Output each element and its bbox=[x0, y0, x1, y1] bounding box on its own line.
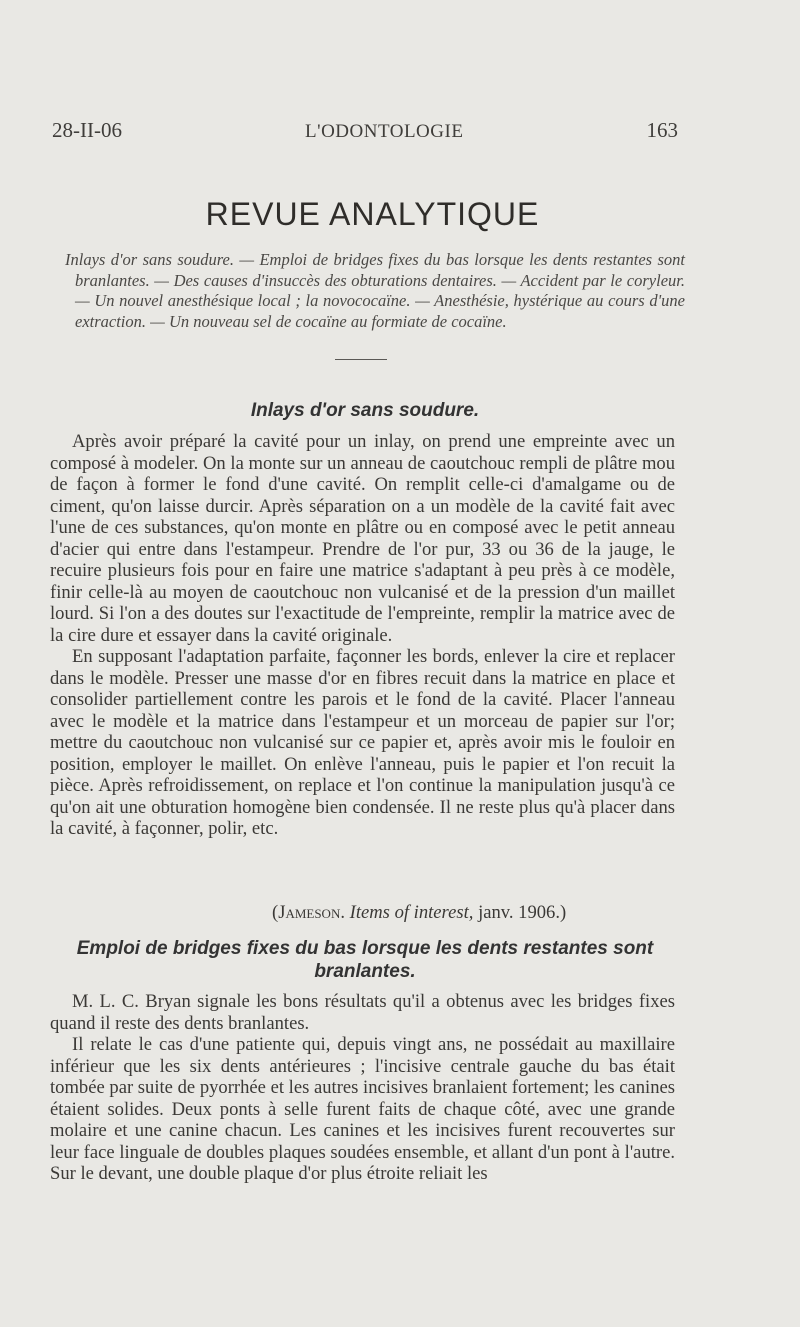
header-date: 28-II-06 bbox=[52, 118, 122, 142]
article-2-paragraph: M. L. C. Bryan signale les bons résultats qu'il a obtenus avec les bridges fixes quand il reste des dents branlantes. bbox=[50, 991, 675, 1034]
page-number: 163 bbox=[646, 118, 678, 142]
journal-title: L'ODONTOLOGIE bbox=[305, 121, 464, 142]
section-title: REVUE ANALYTIQUE bbox=[205, 196, 540, 232]
section-summary: Inlays d'or sans soudure. — Emploi de bridges fixes du bas lorsque les dents restantes sont branlantes. — Des causes d'insuccès des obturations dentaires. — Accident par le coryleur. — Un nouvel anesthésique local ; la novococaïne. — Anesthésie, hystérique au cours d'une extraction. — Un nouveau sel de cocaïne au formiate de cocaïne. bbox=[65, 250, 685, 331]
citation-source: Items of interest, bbox=[349, 902, 474, 923]
article-1-title: Inlays d'or sans soudure. bbox=[250, 400, 480, 421]
article-1-paragraph: Après avoir préparé la cavité pour un inlay, on prend une empreinte avec un composé à modeler. On la monte sur un anneau de caoutchouc rempli de plâtre mou de façon à former le fond d'une cavité. On remplit celle-ci d'amalgame ou de ciment, qu'on laisse durcir. Après séparation on a un modèle de la cavité fait avec l'une de ces substances, qu'on monte en plâtre ou en composé avec le petit anneau d'acier qui entre dans l'estampeur. Prendre de l'or pur, 33 ou 36 de la jauge, le recuire plusieurs fois pour en faire une matrice s'adaptant à peu près à ce modèle, finir celle-là au moyen de caoutchouc non vulcanisé et de la pression d'un maillet lourd. Si l'on a des doutes sur l'exactitude de l'empreinte, remplir la matrice avec de la cire dure et essayer dans la cavité originale. bbox=[50, 431, 675, 646]
citation-author: Jameson. bbox=[278, 902, 345, 923]
article-1-citation: (Jameson. Items of interest, janv. 1906.) bbox=[272, 902, 567, 923]
article-1-paragraph: En supposant l'adaptation parfaite, façonner les bords, enlever la cire et replacer dans le modèle. Presser une masse d'or en fibres recuit dans la matrice en place et consolider partiellement contre les parois et le fond de la cavité. Placer l'anneau avec le modèle et la matrice dans l'estampeur et un morceau de papier sur l'or; mettre du caoutchouc non vulcanisé sur ce papier et, après avoir mis le fouloir en position, employer le maillet. On enlève l'anneau, puis le papier et l'on recuit la pièce. Après refroidissement, on replace et l'on continue la manipulation jusqu'à ce qu'on ait une obturation homogène bien condensée. Il ne reste plus qu'à placer dans la cavité, à façonner, polir, etc. bbox=[50, 646, 675, 839]
article-2-title: Emploi de bridges fixes du bas lorsque les dents restantes sont branlantes. bbox=[76, 938, 654, 982]
article-2-paragraph: Il relate le cas d'une patiente qui, depuis vingt ans, ne possédait au maxillaire inférieur que les six dents antérieures ; l'incisive centrale gauche du bas était tombée par suite de pyorrhée et les autres incisives branlaient fortement; les canines étaient solides. Deux ponts à selle furent faits de chaque côté, avec une grande molaire et une canine chacun. Les canines et les incisives furent recouvertes sur leur face linguale de doubles plaques soudées ensemble, et allant d'un pont à l'autre. Sur le devant, une double plaque d'or plus étroite reliait les bbox=[50, 1034, 675, 1184]
article-1-body bbox=[50, 431, 675, 840]
article-2-body bbox=[50, 991, 675, 1185]
running-header bbox=[52, 118, 678, 143]
citation-date: janv. 1906.) bbox=[478, 902, 567, 923]
divider-rule bbox=[335, 359, 387, 360]
